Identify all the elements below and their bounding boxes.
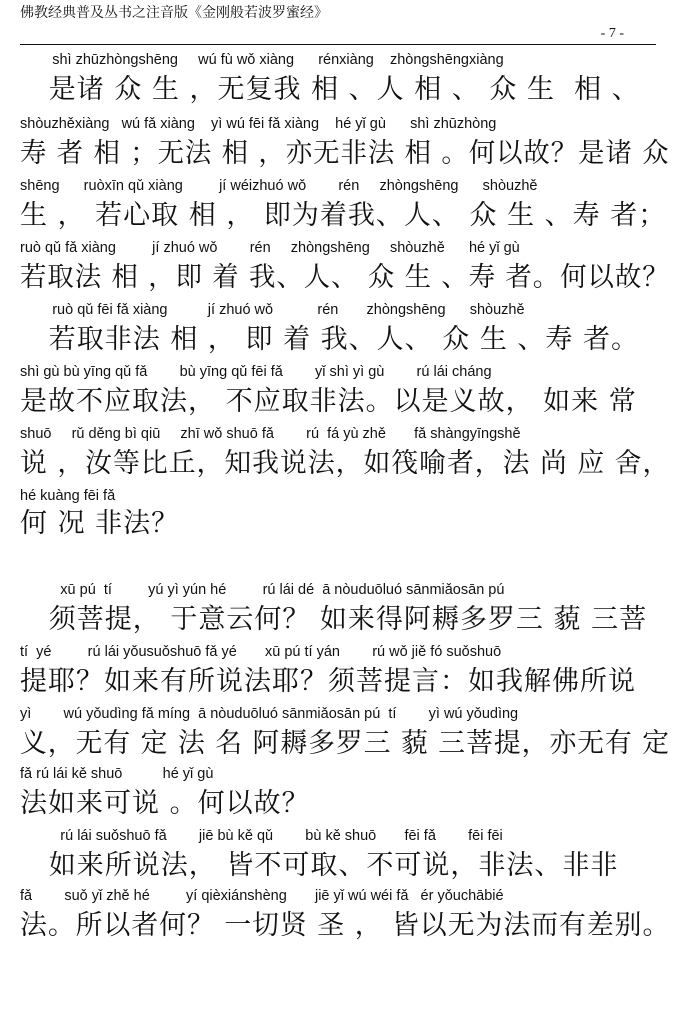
pinyin-line: shòuzhěxiàng wú fǎ xiàng yì wú fēi fǎ xiàng hé yǐ gù shì zhūzhòng [20,116,497,132]
text-line: 提耶？如来有所说法耶？须菩提言：如我解佛所说 [20,666,636,697]
text-line: 说 ，汝等比丘，知我说法，如筏喻者，法 尚 应 舍， [20,448,671,479]
text-line: 义，无有 定 法 名 阿耨多罗三 藐 三菩提，亦无有 定 [20,728,671,759]
text-line: 法如来可说 。何以故？ [20,788,310,819]
text-line: 法。所以者何？ 一切贤 圣 ， 皆以无为法而有差别。 [20,910,671,941]
text-line: 何 况 非法？ [20,508,180,539]
pinyin-line: yì wú yǒudìng fǎ míng ā nòuduōluó sānmiǎosān pú tí yì wú yǒudìng [20,706,519,722]
pinyin-line: shēng ruòxīn qǔ xiàng jí wéizhuó wǒ rén zhòngshēng shòuzhě [20,178,538,194]
page-number: - 7 - [600,26,624,41]
pinyin-line: ruò qǔ fǎ xiàng jí zhuó wǒ rén zhòngshēng shòuzhě hé yǐ gù [20,240,520,256]
pinyin-line: xū pú tí yú yì yún hé rú lái dé ā nòuduōluó sānmiǎosān pú [20,582,505,598]
text-line: 须菩提， 于意云何？ 如来得阿耨多罗三 藐 三菩 [20,604,648,635]
pinyin-line: hé kuàng fēi fǎ [20,488,116,504]
pinyin-line: tí yé rú lái yǒusuǒshuō fǎ yé xū pú tí yán rú wǒ jiě fó suǒshuō [20,644,502,660]
text-line: 若取非法 相 ， 即 着 我、人、 众 生 、寿 者。 [20,324,639,355]
running-header: 佛教经典普及丛书之注音版《金刚般若波罗蜜经》 [20,6,328,21]
pinyin-line: shì zhūzhòngshēng wú fù wǒ xiàng rénxiàng zhòngshēngxiàng [20,52,504,68]
header-rule [20,44,656,45]
pinyin-line: fǎ rú lái kě shuō hé yǐ gù [20,766,214,782]
pinyin-line: shì gù bù yīng qǔ fǎ bù yīng qǔ fēi fǎ yǐ shì yì gù rú lái cháng [20,364,492,380]
text-line: 寿 者 相 ；无法 相 ，亦无非法 相 。何以故？是诸 众 [20,138,670,169]
text-line: 若取法 相 ，即 着 我、人、 众 生 、寿 者。何以故？ [20,262,670,293]
pinyin-line: fǎ suǒ yǐ zhě hé yí qièxiánshèng jiē yǐ wú wéi fǎ ér yǒuchābié [20,888,504,904]
pinyin-line: rú lái suǒshuō fǎ jiē bù kě qǔ bù kě shuō fēi fǎ fēi fēi [20,828,503,844]
text-line: 如来所说法， 皆不可取、不可说，非法、非非 [20,850,619,881]
text-line: 是诸 众 生 ，无复我 相 、人 相 、 众 生 相 、 [20,74,640,105]
pinyin-line: ruò qǔ fēi fǎ xiàng jí zhuó wǒ rén zhòngshēng shòuzhě [20,302,525,318]
pinyin-line: shuō rǔ děng bì qiū zhī wǒ shuō fǎ rú fá yù zhě fǎ shàngyīngshě [20,426,521,442]
text-line: 是故不应取法， 不应取非法。以是义故， 如来 常 [20,386,637,417]
text-line: 生 ， 若心取 相 ， 即为着我、人、 众 生 、寿 者； [20,200,667,231]
